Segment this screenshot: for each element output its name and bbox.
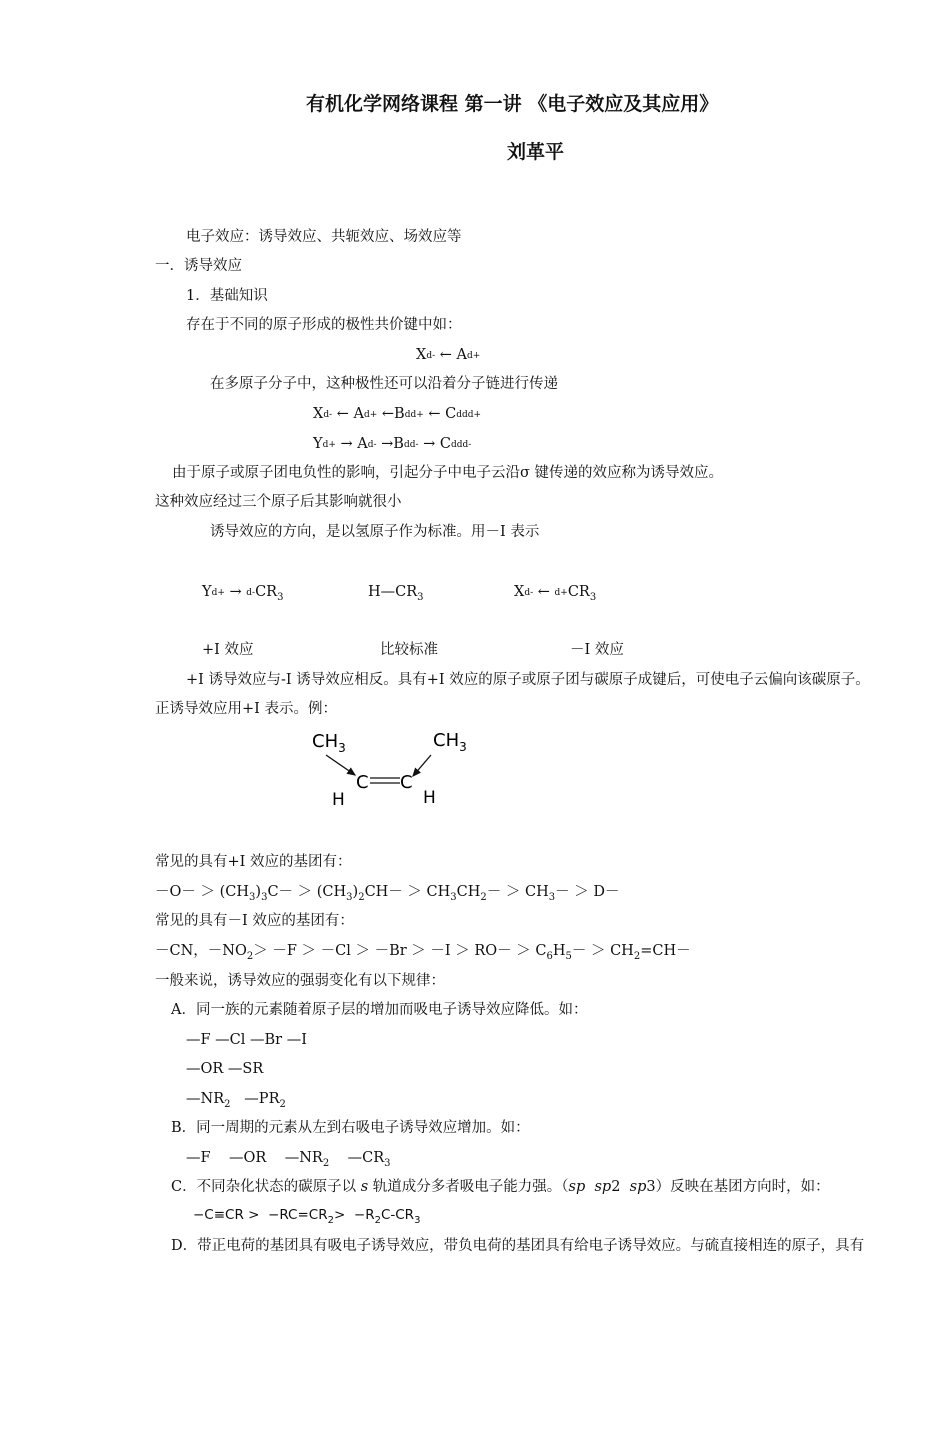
rule-b: B．同一周期的元素从左到右吸电子诱导效应增加。如： xyxy=(171,1120,530,1136)
paragraph-direction: 诱导效应的方向，是以氢原子作为标准。用－I 表示 xyxy=(210,524,540,540)
cis-butene-diagram xyxy=(300,722,500,817)
paragraph-common-minus: 常见的具有－I 效应的基团有： xyxy=(155,913,354,929)
label-standard: 比较标准 xyxy=(380,642,438,658)
rule-b-example: —F —OR $—NR_2$ $—CR_3$ xyxy=(186,1150,391,1169)
subsection-heading: 1．基础知识 xyxy=(186,288,268,304)
rule-a: A．同一族的元素随着原子层的增加而吸电子诱导效应降低。如： xyxy=(171,1002,588,1018)
section-heading: 一．诱导效应 xyxy=(155,258,242,274)
formula-y-cr3: $Yd+ \to d-CR_3$ xyxy=(202,584,284,603)
paragraph-definition: 由于原子或原子团电负性的影响，引起分子中电子云沿σ 键传递的效应称为诱导效应。 xyxy=(172,465,724,481)
rule-a-example-3: $—NR_2$ $—PR_2$ xyxy=(186,1091,286,1110)
paragraph-polar: 存在于不同的原子形成的极性共价键中如： xyxy=(186,317,462,333)
formula-x-a: Xd- ← Ad+ xyxy=(416,347,481,363)
paragraph-plus-i-2: 正诱导效应用+I 表示。例： xyxy=(155,701,337,717)
paragraph-plus-i: +I 诱导效应与-I 诱导效应相反。具有+I 效应的原子或原子团与碳原子成键后，可使电子云偏向该碳原子。 xyxy=(186,672,870,688)
rule-a-example-1: —F —Cl —Br —I xyxy=(186,1032,307,1048)
formula-plus-i-groups: $-O- > (CH_3)_3C- > (CH_3)_2CH- > CH_3CH_2- > CH_3- > D-$ xyxy=(155,884,620,903)
arrow-left xyxy=(326,755,355,775)
rule-c-example: $-C\equiv CR > -RC=CR_2> -R_2C-CR_3$ xyxy=(193,1207,421,1226)
paragraph-rules: 一般来说，诱导效应的强弱变化有以下规律： xyxy=(155,973,445,989)
formula-minus-i-groups: －CN，$-NO_2> -F > -Cl > -Br > -I > RO- > C_6H_5- > CH_2=CH-$ xyxy=(155,943,691,962)
intro-text: 电子效应：诱导效应、共轭效应、场效应等 xyxy=(186,229,462,245)
rule-a-example-2: —OR —SR xyxy=(186,1061,264,1077)
carbon-right: C xyxy=(400,772,413,793)
ch3-right-label: $CH_3$ xyxy=(433,730,467,754)
formula-chain-x: Xd- ← Ad+ ←Bdd+ ← Cddd+ xyxy=(313,406,482,422)
paragraph-transmit: 在多原子分子中，这种极性还可以沿着分子链进行传递 xyxy=(210,376,558,392)
paragraph-common-plus: 常见的具有+I 效应的基团有： xyxy=(155,854,352,870)
formula-h-cr3: $H—CR_3$ xyxy=(368,584,424,603)
paragraph-definition-2: 这种效应经过三个原子后其影响就很小 xyxy=(155,494,402,510)
author: 刘革平 xyxy=(507,141,565,163)
h-right-label: H xyxy=(423,788,436,808)
carbon-left: C xyxy=(356,772,369,793)
rule-d: D．带正电荷的基团具有吸电子诱导效应，带负电荷的基团具有给电子诱导效应。与硫直接相连的原子，具有 xyxy=(171,1238,865,1254)
label-plus-i: +I 效应 xyxy=(202,642,254,658)
page-title: 有机化学网络课程 第一讲 《电子效应及其应用》 xyxy=(306,93,719,115)
label-minus-i: －I 效应 xyxy=(570,642,624,658)
ch3-left-label: $CH_3$ xyxy=(312,731,346,755)
arrow-right xyxy=(413,755,431,776)
h-left-label: H xyxy=(332,790,345,810)
formula-x-cr3: Xd- ← $d+CR_3$ xyxy=(514,584,597,603)
formula-chain-y: Yd+ → Ad- →Bdd- → Cddd- xyxy=(313,436,472,452)
rule-c: C．不同杂化状态的碳原子以 s 轨道成分多者吸电子能力强。（sp sp2 sp3）反映在基团方向时，如： xyxy=(171,1179,830,1195)
